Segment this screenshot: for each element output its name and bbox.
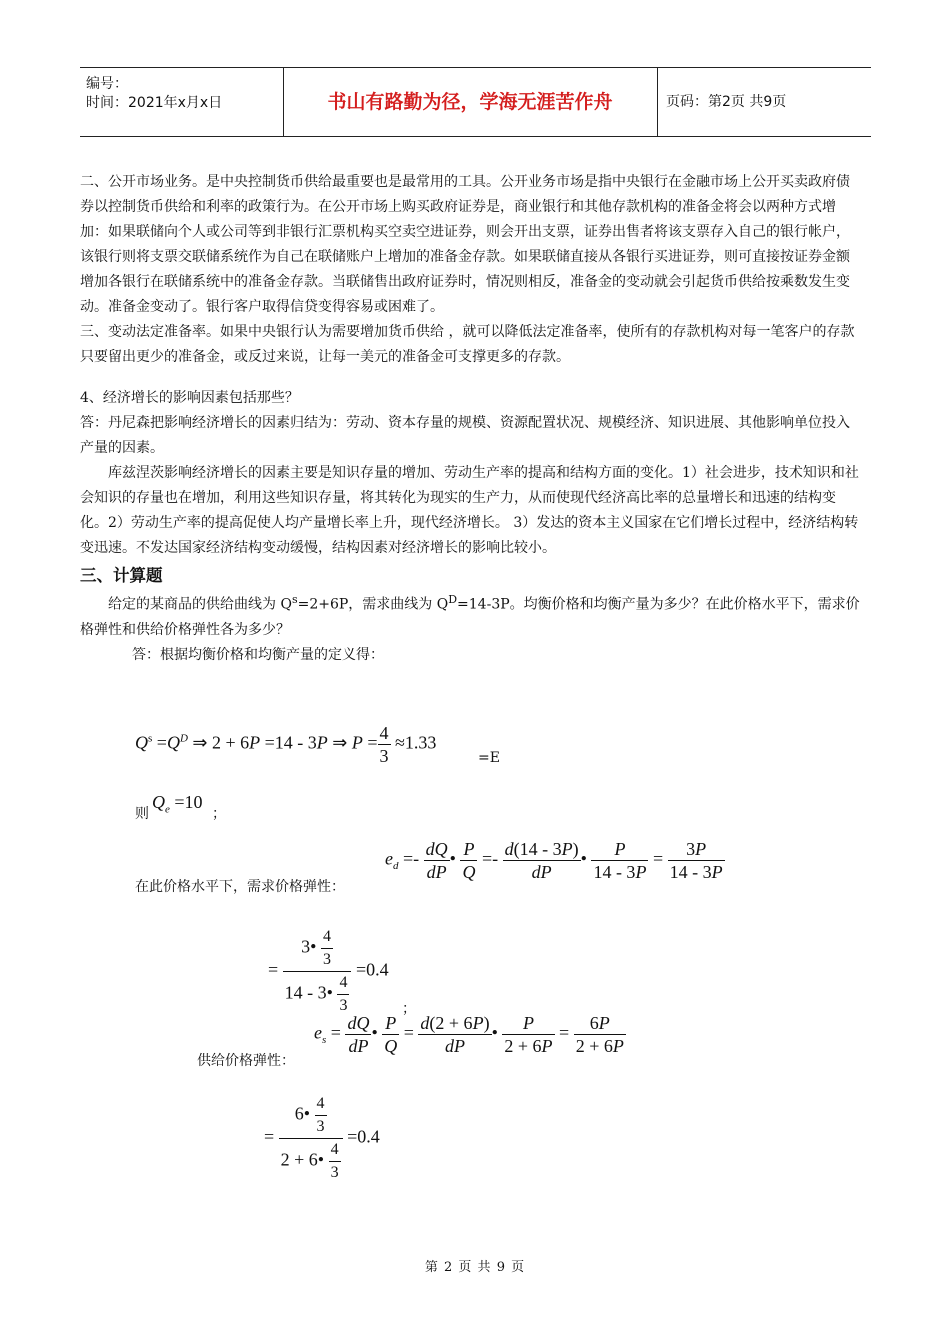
document-body <box>80 170 860 668</box>
semicolon-1: ； <box>212 806 226 822</box>
page-footer: 第 2 页 共 9 页 <box>424 1260 526 1275</box>
paragraph-reserve-ratio: 三、变动法定准备率。如果中央银行认为需要增加货币供给 ，就可以降低法定准备率，使所有的存款机构对每一笔客户的存款只要留出更少的准备金，或反过来说，让每一美元的准备金可支撑更多的存款。 <box>80 324 855 365</box>
header-info-cell <box>80 68 284 136</box>
equation-demand-elasticity: $e_d$ =- $\frac{dQ}{dP}$ • $\frac{P}{Q}$ =- $\frac{d(14 - 3P)}{dP}$ • $\frac{P}{14 - 3P}$ = $\frac{3P}{14 - 3P}$ <box>385 839 723 882</box>
question-4: 4、经济增长的影响因素包括那些？ <box>80 390 299 406</box>
equation-supply-result: = 6• $\frac{4}{3}$ 2 + 6• $\frac{4}{3}$ =0.4 <box>264 1095 380 1181</box>
equation-demand-result: = 3• $\frac{4}{3}$ 14 - 3• $\frac{4}{3}$ =0.4 <box>268 928 389 1014</box>
date-label: 时间：2021年x月x日 <box>86 95 223 111</box>
section-heading-calc: 三、计算题 <box>80 566 163 585</box>
paragraph-open-market: 二、公开市场业务。是中央控制货币供给最重要也是最常用的工具。公开业务市场是指中央银行在金融市场上公开买卖政府债券以控制货币供给和利率的政策行为。在公开市场上购买政府证券是，商业银行和其他存款机构的准备金将会以两种方式增加：如果联储向个人或公司等到非银行汇票机构买空卖空进证券，则会开出支票，证券出售者将该支票存入自己的银行帐户，该银行则将支票交联储系统作为自己在联储账户上增加的准备金存款。如果联储直接从各银行买进证券，则可直接按证券金额增加各银行在联储系统中的准备金存款。当联储售出政府证券时，情况则相反，准备金的变动就会引起货币供给按乘数发生变动。准备金变动了。银行客户取得信贷变得容易或困难了。 <box>80 174 850 315</box>
answer-intro: 答：根据均衡价格和均衡产量的定义得： <box>132 646 384 663</box>
equation-qe: $Q_e =10$ <box>152 792 203 816</box>
answer-4: 答：丹尼森把影响经济增长的因素归结为：劳动、资本存量的规模、资源配置状况、规模经济、知识进展、其他影响单位投入产量的因素。 <box>80 415 850 456</box>
header-page-label: 页码：第2页 共9页 <box>666 94 787 110</box>
equation-supply-elasticity: $e_s$ = $\frac{dQ}{dP}$ • $\frac{P}{Q}$ = $\frac{d(2 + 6P)}{dP}$ • $\frac{P}{2 + 6P}$ = $\frac{6P}{2 + 6P}$ <box>314 1013 624 1056</box>
equilibrium-marker: =E <box>478 750 500 766</box>
demand-elasticity-label: 在此价格水平下，需求价格弹性： <box>135 879 345 895</box>
code-label: 编号： <box>86 76 128 92</box>
then-label: 则 <box>135 806 149 822</box>
semicolon-2: ； <box>402 1001 416 1017</box>
header-motto: 书山有路勤为径，学海无涯苦作舟 <box>283 68 658 136</box>
equation-equilibrium: $Q^s =Q^D$ ⇒ 2 + 6P =14 - 3P ⇒ P = $\frac{4}{3}$ ≈1.33 <box>135 723 437 766</box>
supply-elasticity-label: 供给价格弹性： <box>197 1053 295 1069</box>
paragraph-kuznets: 库兹涅茨影响经济增长的因素主要是知识存量的增加、劳动生产率的提高和结构方面的变化。1）社会进步，技术知识和社会知识的存量也在增加，利用这些知识存量，将其转化为现实的生产力，从而使现代经济高比率的总量增长和迅速的结构变化。2）劳动生产率的提高促使人均产量增长率上升，现代经济增长。 3）发达的资本主义国家在它们增长过程中，经济结构转变迅速。不发达国家经济结构变动缓慢，结构因素对经济增长的影响比较小。 <box>80 465 859 556</box>
page-header <box>80 67 871 137</box>
calc-question: 给定的某商品的供给曲线为 $Q^s=2+6P$，需求曲线为 $Q^D=14-3P$。均衡价格和均衡产量为多少？在此价格水平下，需求价格弹性和供给价格弹性各为多少？ <box>80 593 860 638</box>
